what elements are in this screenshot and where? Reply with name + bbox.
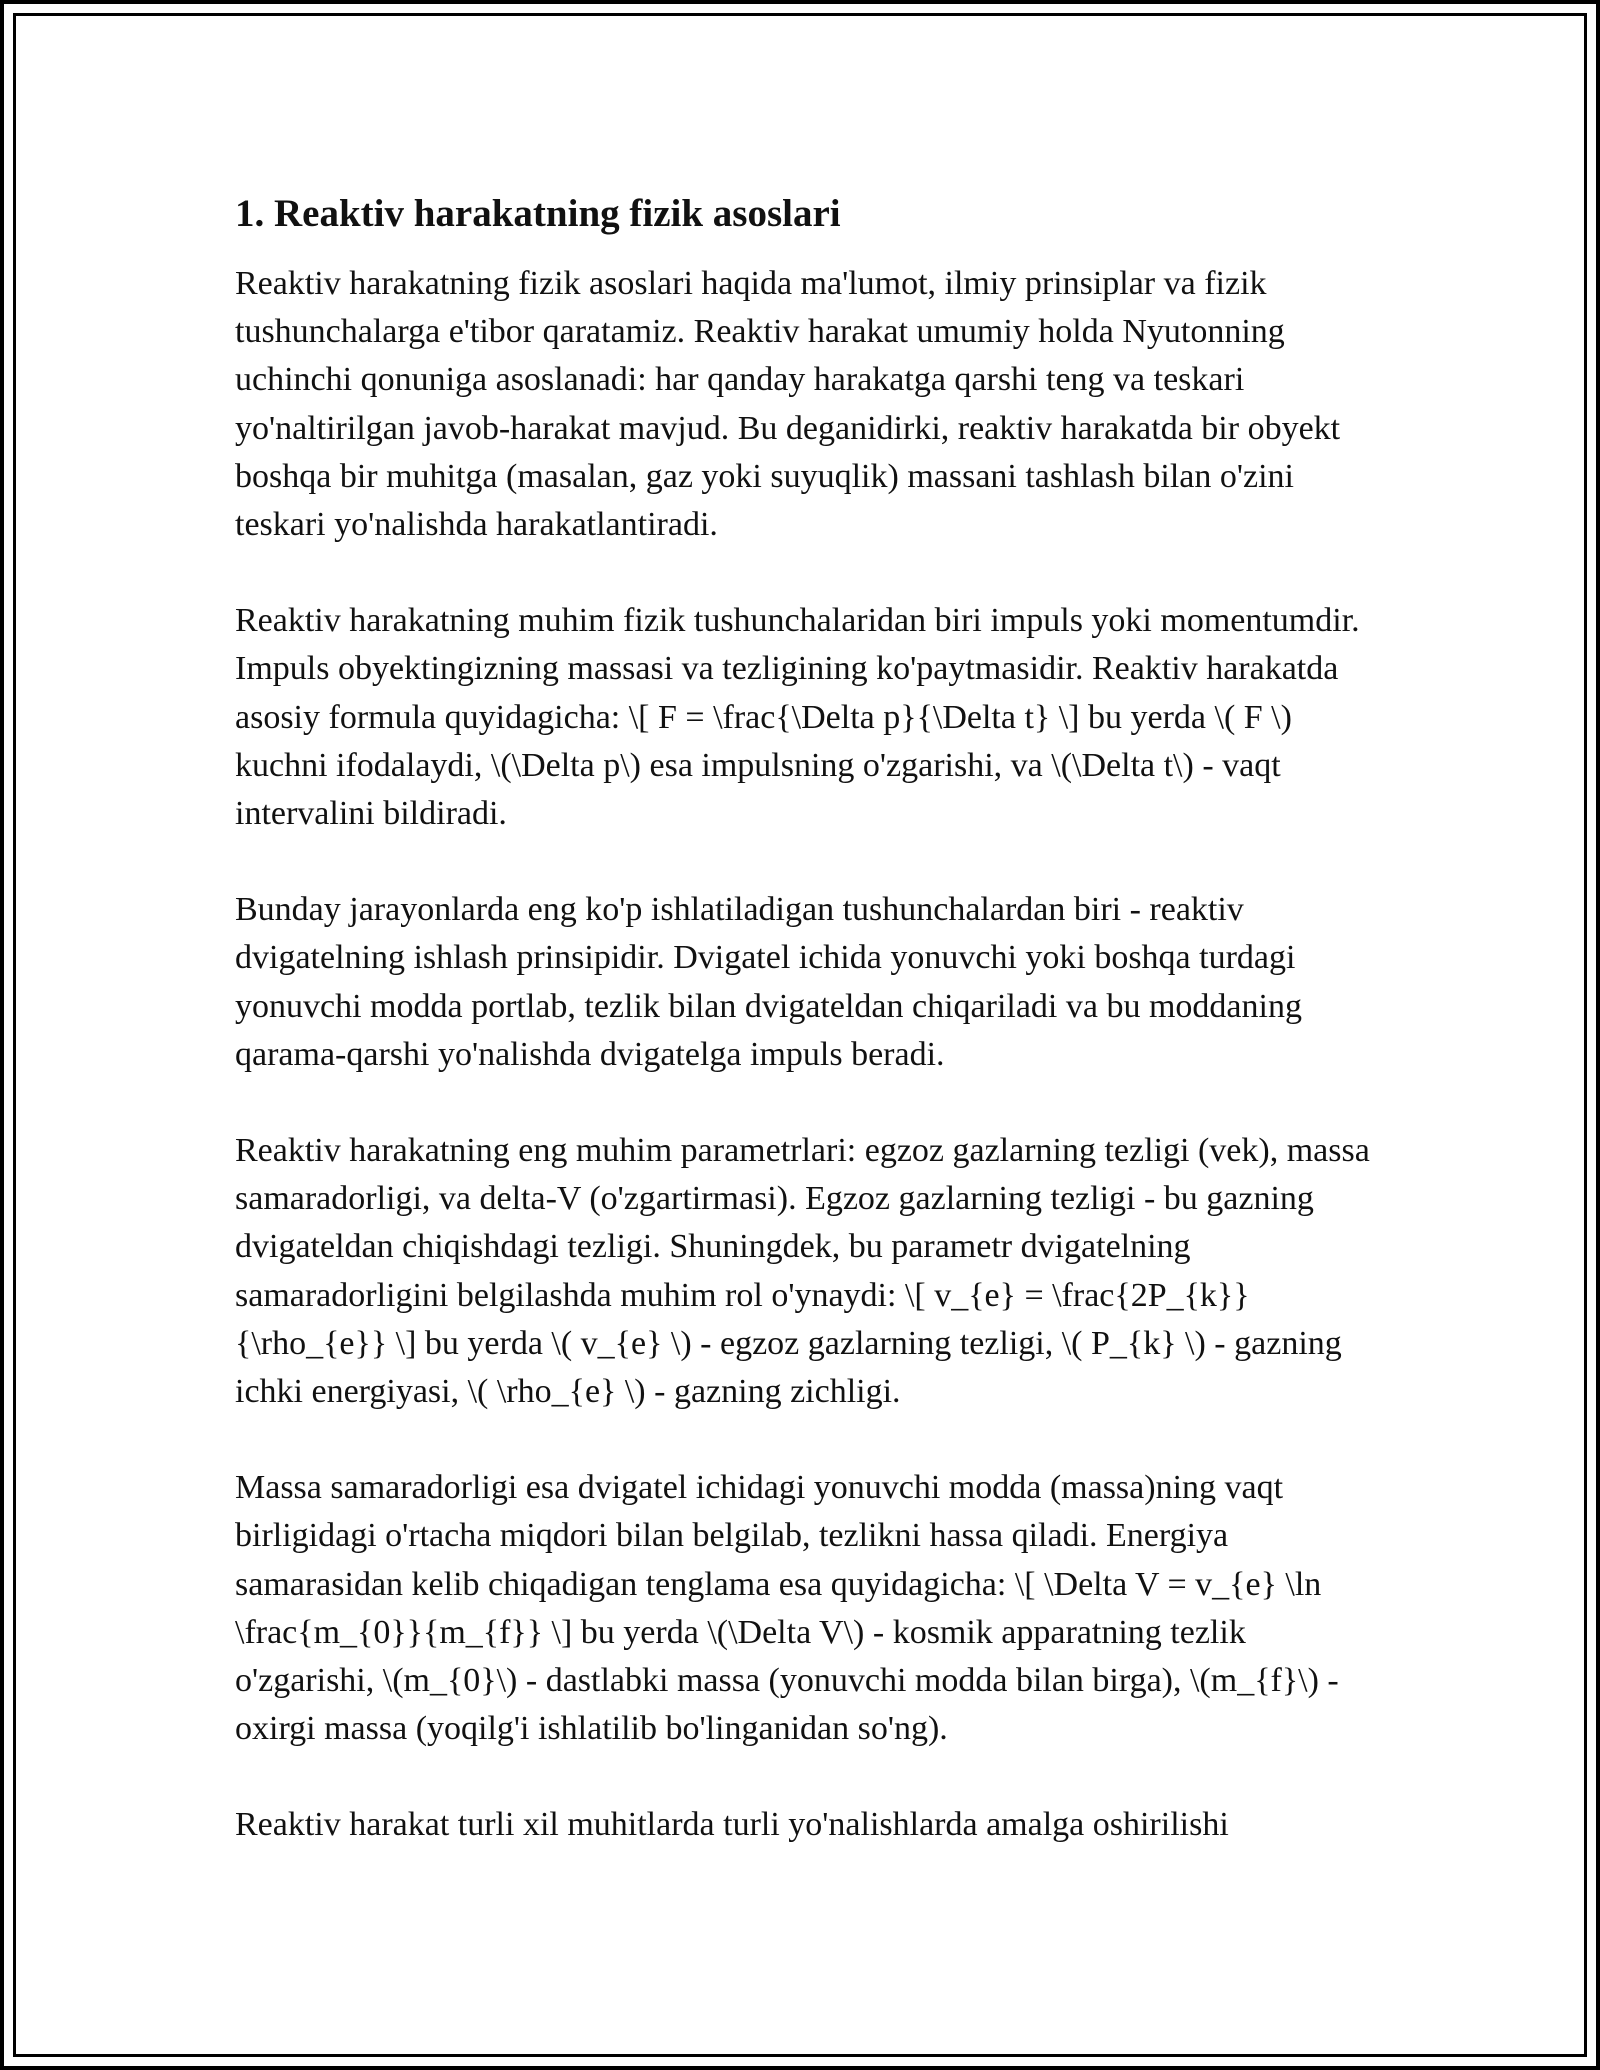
section-heading: 1. Reaktiv harakatning fizik asoslari <box>235 192 841 235</box>
paragraph-exhaust-velocity: Reaktiv harakatning eng muhim parametrlari: egzoz gazlarning tezligi (vek), massa samaradorligi, va delta-V (o'zgartirmasi). Egzoz gazlarning tezligi - bu gazning dvigateldan chiqishdagi tezligi. Shuningdek, bu parametr dvigatelning samaradorligini belgilashda muhim rol o'ynaydi: \[ v_{e} = \frac{2P_{k}}{\rho_{e}} \] bu yerda \( v_{e} \) - egzoz gazlarning tezligi, \( P_{k} \) - gazning ichki energiyasi, \( \rho_{e} \) - gazning zichligi. <box>235 1132 1370 1411</box>
paragraph-continuation: Reaktiv harakat turli xil muhitlarda turli yo'nalishlarda amalga oshirilishi <box>235 1806 1229 1844</box>
paragraph-delta-v-equation: Massa samaradorligi esa dvigatel ichidagi yonuvchi modda (massa)ning vaqt birligidagi o'rtacha miqdori bilan belgilab, tezlikni hassa qiladi. Energiya samarasidan kelib chiqadigan tenglama esa quyidagicha: \[ \Delta V = v_{e} \ln \frac{m_{0}}{m_{f}} \] bu yerda \(\Delta V\) - kosmik apparatning tezlik o'zgarishi, \(m_{0}\) - dastlabki massa (yonuvchi modda bilan birga), \(m_{f}\) - oxirgi massa (yoqilg'i ishlatilib bo'linganidan so'ng). <box>235 1469 1339 1748</box>
paragraph-engine-principle: Bunday jarayonlarda eng ko'p ishlatiladigan tushunchalardan biri - reaktiv dvigatelning ishlash prinsipidir. Dvigatel ichida yonuvchi yoki boshqa turdagi yonuvchi modda portlab, tezlik bilan dvigateldan chiqariladi va bu moddaning qarama-qarshi yo'nalishda dvigatelga impuls beradi. <box>235 891 1302 1073</box>
paragraph-newton-third-law: Reaktiv harakatning fizik asoslari haqida ma'lumot, ilmiy prinsiplar va fizik tushunchalarga e'tibor qaratamiz. Reaktiv harakat umumiy holda Nyutonning uchinchi qonuniga asoslanadi: har qanday harakatga qarshi teng va teskari yo'naltirilgan javob-harakat mavjud. Bu deganidirki, reaktiv harakatda bir obyekt boshqa bir muhitga (masalan, gaz yoki suyuqlik) massani tashlash bilan o'zini teskari yo'nalishda harakatlantiradi. <box>235 265 1341 544</box>
document-body <box>235 190 1370 1898</box>
paragraph-impulse-formula: Reaktiv harakatning muhim fizik tushunchalaridan biri impuls yoki momentumdir. Impuls obyektingizning massasi va tezligining ko'paytmasidir. Reaktiv harakatda asosiy formula quyidagicha: \[ F = \frac{\Delta p}{\Delta t} \] bu yerda \( F \) kuchni ifodalaydi, \(\Delta p\) esa impulsning o'zgarishi, va \(\Delta t\) - vaqt intervalini bildiradi. <box>235 602 1360 833</box>
